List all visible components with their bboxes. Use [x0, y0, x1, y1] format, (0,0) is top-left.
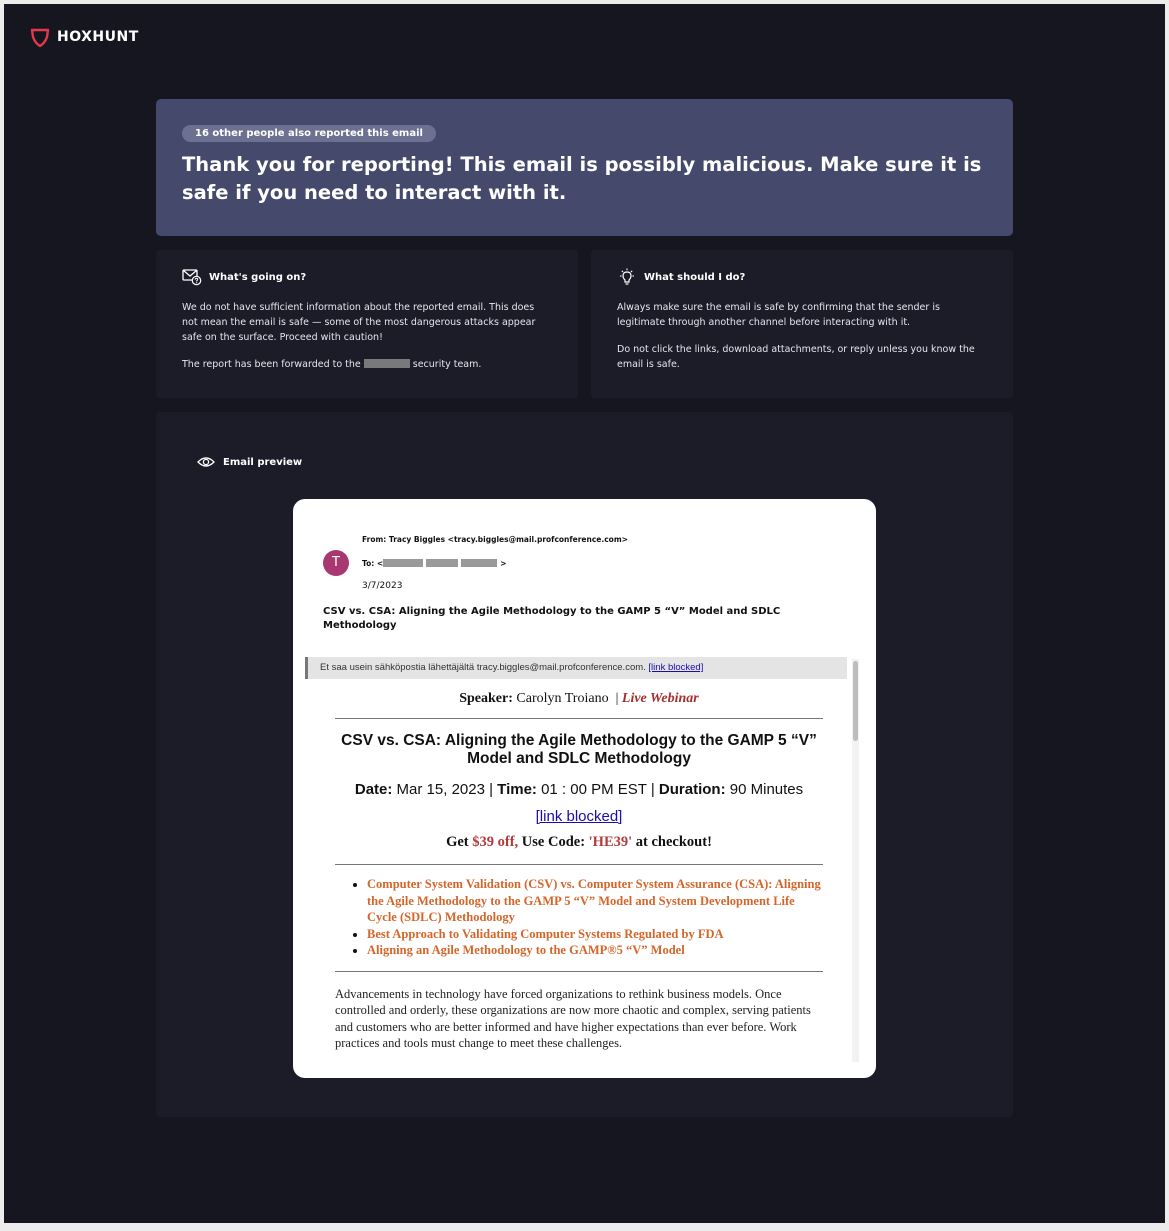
email-paragraph: Advancements in technology have forced organizations to rethink business models. Once controlled and orderly, these organizations are now more chaotic and complex, serving patients and customers who are better informed and have higher expectations than ever before. Work practices and tools must change to meet these challenges. — [335, 986, 811, 1050]
forwarded-text-end: security team. — [412, 359, 482, 370]
to-label: To: — [362, 559, 375, 568]
divider — [335, 864, 823, 865]
date-label: Date: — [354, 781, 393, 798]
topic-text: Computer System Validation (CSV) vs. Computer System Assurance (CSA): Aligning the Agile Methodology to the GAMP 5 “V” Model and System Development Life Cycle (SDLC) Methodology — [367, 877, 821, 924]
topic-list — [335, 876, 823, 959]
banner-title: Thank you for reporting! This email is possibly malicious. Make sure it is safe if you need to interact with it. — [182, 153, 982, 204]
sender-avatar: T — [323, 550, 349, 576]
card-heading — [617, 268, 987, 286]
report-result-banner — [156, 99, 1013, 236]
email-content — [335, 691, 823, 1052]
what-should-i-do-card — [591, 250, 1013, 398]
time-value: 01 : 00 PM EST | — [541, 781, 655, 798]
card-paragraph: Always make sure the email is safe by confirming that the sender is legitimate through another channel before interacting with it. — [617, 302, 940, 328]
mail-question-icon — [182, 268, 202, 286]
divider — [335, 718, 823, 719]
to-close-bracket: > — [500, 559, 507, 568]
card-title: What should I do? — [644, 271, 746, 283]
scrollbar-thumb[interactable] — [853, 661, 858, 741]
redacted-recipient — [461, 559, 497, 567]
live-webinar-label: Live Webinar — [621, 691, 699, 706]
offer-code: 'HE39' — [588, 834, 633, 850]
whats-going-on-card — [156, 250, 578, 398]
duration-value: 90 Minutes — [729, 781, 804, 798]
speaker-name: Carolyn Troiano — [516, 691, 609, 706]
card-paragraph-forwarded — [182, 357, 552, 372]
speaker-label: Speaker: — [459, 691, 513, 706]
email-body-frame[interactable] — [305, 657, 863, 1062]
topic-text: Best Approach to Validating Computer Systems Regulated by FDA — [367, 926, 724, 941]
card-heading — [182, 268, 552, 286]
email-scrollbar[interactable] — [852, 659, 859, 1062]
to-open-bracket: < — [376, 559, 384, 568]
speaker-separator: | — [615, 691, 619, 706]
hoxhunt-logo — [29, 26, 139, 48]
redacted-org-name — [364, 359, 410, 368]
duration-label: Duration: — [658, 781, 726, 798]
offer-amount: $39 off, — [472, 834, 519, 850]
card-title: What's going on? — [209, 271, 307, 283]
offer-get: Get — [446, 834, 469, 850]
card-body — [182, 300, 552, 372]
offer-use: Use Code: — [521, 834, 586, 850]
external-sender-text: Et saa usein sähköpostia lähettäjältä tracy.biggles@mail.profconference.com. — [320, 662, 646, 673]
time-label: Time: — [497, 781, 537, 798]
lightbulb-icon — [617, 268, 637, 286]
card-body — [617, 300, 987, 372]
email-preview-heading — [197, 455, 302, 469]
report-page — [4, 4, 1165, 1223]
webinar-headline: CSV vs. CSA: Aligning the Agile Methodology to the GAMP 5 “V” Model and SDLC Methodology — [341, 732, 817, 767]
reporters-count-badge: 16 other people also reported this email — [182, 125, 436, 142]
email-subject: CSV vs. CSA: Aligning the Agile Methodology to the GAMP 5 “V” Model and SDLC Methodology — [323, 606, 781, 631]
external-sender-banner — [305, 657, 847, 679]
card-paragraph: We do not have sufficient information about the reported email. This does not mean the email is safe — some of the most dangerous attacks appear safe on the surface. Proceed with caution! — [182, 302, 536, 343]
list-item — [367, 942, 823, 959]
email-date: 3/7/2023 — [362, 581, 403, 591]
offer-end: at checkout! — [635, 834, 712, 850]
email-from: From: Tracy Biggles <tracy.biggles@mail.profconference.com> — [362, 535, 628, 544]
email-preview-card — [293, 499, 876, 1078]
list-item — [367, 926, 823, 943]
card-paragraph: Do not click the links, download attachments, or reply unless you know the email is safe. — [617, 344, 975, 370]
register-blocked-link[interactable]: [link blocked] — [535, 808, 623, 825]
webinar-schedule — [335, 781, 823, 798]
forwarded-text: The report has been forwarded to the — [182, 359, 361, 370]
speaker-line — [335, 691, 823, 707]
email-to — [362, 559, 507, 568]
blocked-link[interactable]: [link blocked] — [648, 662, 704, 673]
discount-offer — [335, 834, 823, 851]
date-value: Mar 15, 2023 | — [396, 781, 493, 798]
redacted-recipient — [426, 559, 458, 567]
email-preview-panel — [156, 412, 1013, 1117]
list-item — [367, 876, 823, 926]
eye-icon — [197, 455, 215, 469]
shield-icon — [29, 26, 51, 48]
topic-text: Aligning an Agile Methodology to the GAMP®5 “V” Model — [367, 943, 685, 957]
email-preview-label: Email preview — [223, 456, 303, 468]
redacted-recipient — [383, 559, 423, 567]
divider — [335, 971, 823, 972]
brand-name: HOXHUNT — [57, 29, 139, 45]
